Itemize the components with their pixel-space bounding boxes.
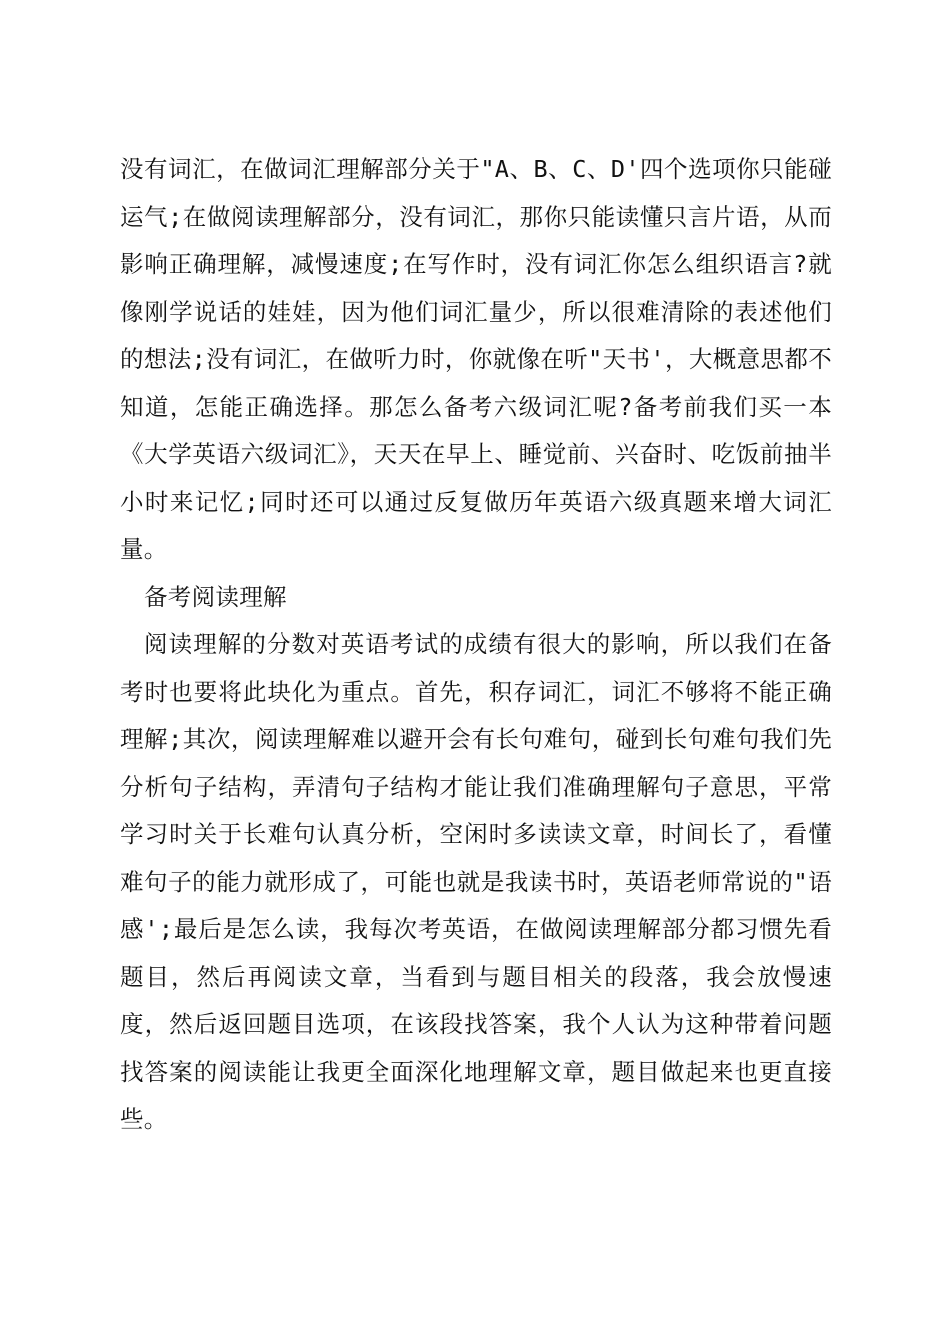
paragraph-vocabulary: 没有词汇，在做词汇理解部分关于"A、B、C、D'四个选项你只能碰运气;在做阅读理解部分，没有词汇，那你只能读懂只言片语，从而影响正确理解，减慢速度;在写作时，没有词汇你怎么组织语言?就像刚学说话的娃娃，因为他们词汇量少，所以很难清除的表述他们的想法;没有词汇，在做听力时，你就像在听"天书'，大概意思都不知道，怎能正确选择。那怎么备考六级词汇呢?备考前我们买一本《大学英语六级词汇》，天天在早上、睡觉前、兴奋时、吃饭前抽半小时来记忆;同时还可以通过反复做历年英语六级真题来增大词汇量。 xyxy=(120,155,832,563)
document-body xyxy=(120,146,832,1144)
section-heading-reading: 备考阅读理解 xyxy=(144,582,287,611)
paragraph-reading: 阅读理解的分数对英语考试的成绩有很大的影响，所以我们在备考时也要将此块化为重点。首先，积存词汇，词汇不够将不能正确理解;其次，阅读理解难以避开会有长句难句，碰到长句难句我们先分析句子结构，弄清句子结构才能让我们准确理解句子意思，平常学习时关于长难句认真分析，空闲时多读读文章，时间长了，看懂难句子的能力就形成了，可能也就是我读书时，英语老师常说的"语感';最后是怎么读，我每次考英语，在做阅读理解部分都习惯先看题目，然后再阅读文章，当看到与题目相关的段落，我会放慢速度，然后返回题目选项，在该段找答案，我个人认为这种带着问题找答案的阅读能让我更全面深化地理解文章，题目做起来也更直接些。 xyxy=(120,630,832,1133)
